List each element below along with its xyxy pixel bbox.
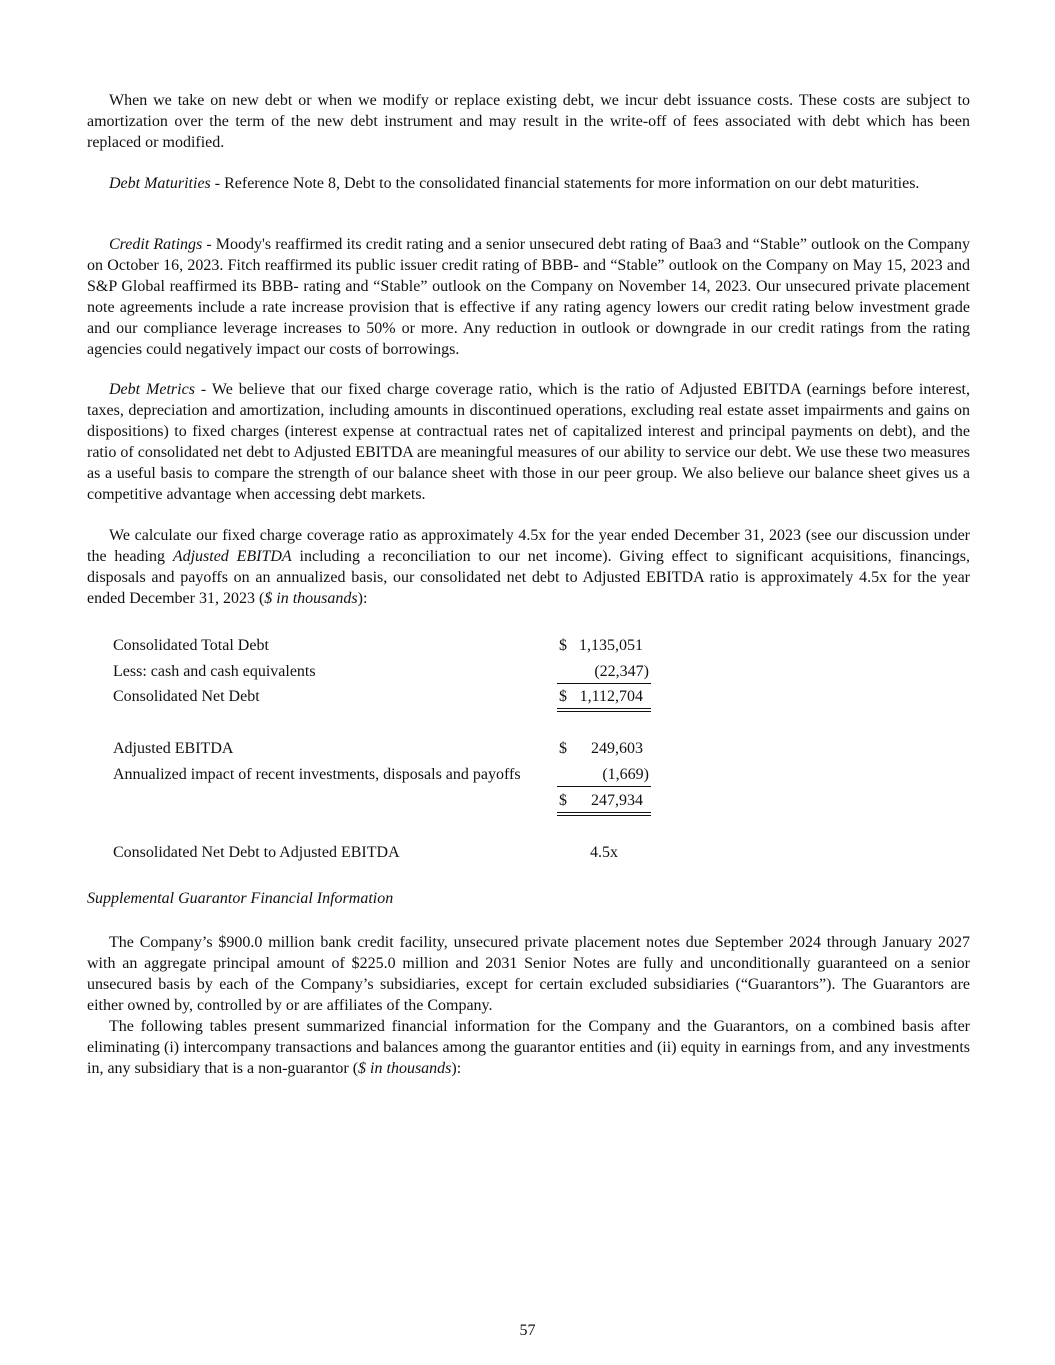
dollar-sign: $	[559, 792, 567, 809]
table-row	[113, 842, 653, 864]
dollar-sign: $	[559, 740, 567, 757]
paragraph-text: - We believe that our fixed charge coverage ratio, which is the ratio of Adjusted EBITDA (earnings before interest, taxes, depreciation and amortization, including amounts in discontinued operations, excluding real estate asset impairments and gains on dispositions) to fixed charges (interest expense at contractual rates net of capitalized interest and principal payments on debt), and the ratio of consolidated net debt to Adjusted EBITDA are meaningful measures of our ability to service our debt. We use these two measures as a useful basis to compare the strength of our balance sheet with those in our peer group. We also believe our balance sheet gives us a competitive advantage when accessing debt markets.	[87, 381, 970, 503]
text: We calculate our fixed charge coverage ratio as approximately 4.5x for the year ended December 31, 2023 (see our discussion under the heading	[87, 527, 970, 565]
row-value: (1,669)	[602, 766, 649, 783]
row-label: Less: cash and cash equivalents	[113, 663, 316, 680]
paragraph-lead: Credit Ratings	[109, 236, 203, 253]
table-row	[113, 635, 653, 657]
row-label: Adjusted EBITDA	[113, 740, 234, 757]
paragraph-text: - Moody's reaffirmed its credit rating and a senior unsecured debt rating of Baa3 and “Stable” outlook on the Company on October 16, 2023. Fitch reaffirmed its public issuer credit rating of BBB- and “Stable” outlook on the Company on May 15, 2023 and S&P Global reaffirmed its BBB- rating and “Stable” outlook on the Company on November 14, 2023. Our unsecured private placement note agreements include a rate increase provision that is effective if any rating agency lowers our credit rating below investment grade and our compliance leverage increases to 50% or more. Any reduction in outlook or downgrade in our credit ratings from the rating agencies could negatively impact our costs of borrowings.	[87, 236, 970, 358]
text: The following tables present summarized financial information for the Company and the Guarantors, on a combined basis after eliminating (i) intercompany transactions and balances among the guarantor entities and (ii) equity in earnings from, and any investments in, any subsidiary that is a non-guarantor (	[87, 1018, 970, 1077]
paragraph-text: When we take on new debt or when we modify or replace existing debt, we incur debt issuance costs. These costs are subject to amortization over the term of the new debt instrument and may result in the write-off of fees associated with debt which has been replaced or modified.	[87, 92, 970, 151]
calculation-paragraph	[87, 525, 970, 609]
guarantor-paragraph	[87, 932, 970, 1016]
row-value: 247,934	[591, 792, 643, 809]
row-value: 1,112,704	[579, 688, 643, 705]
row-label: Annualized impact of recent investments, disposals and payoffs	[113, 766, 521, 783]
dollar-sign: $	[559, 688, 567, 705]
page-number: 57	[519, 1322, 536, 1339]
row-label: Consolidated Total Debt	[113, 637, 269, 654]
text: ):	[357, 590, 368, 607]
table-row	[113, 764, 653, 786]
debt-metrics-paragraph	[87, 379, 970, 505]
section-heading: Supplemental Guarantor Financial Information	[87, 890, 394, 907]
table-row	[113, 661, 653, 683]
text: ):	[451, 1060, 462, 1077]
row-label: Consolidated Net Debt to Adjusted EBITDA	[113, 844, 400, 861]
dollar-sign: $	[559, 637, 567, 654]
paragraph-text: - Reference Note 8, Debt to the consolidated financial statements for more information on our debt maturities.	[210, 175, 920, 192]
tables-intro-paragraph	[87, 1016, 970, 1079]
table-row	[113, 790, 653, 812]
row-value: 4.5x	[590, 844, 618, 861]
row-label: Consolidated Net Debt	[113, 688, 260, 705]
italic-text: $ in thousands	[264, 590, 358, 607]
row-value: 249,603	[591, 740, 643, 757]
row-value: 1,135,051	[579, 637, 643, 654]
debt-issuance-paragraph	[87, 90, 970, 153]
paragraph-lead: Debt Maturities	[109, 175, 211, 192]
table-row	[113, 738, 653, 760]
text: including a reconciliation to our net income). Giving effect to significant acquisitions, financings, disposals and payoffs on an annualized basis, our consolidated net debt to Adjusted EBITDA ratio is approximately 4.5x for the year ended December 31, 2023 (	[87, 548, 971, 607]
paragraph-lead: Debt Metrics	[109, 381, 195, 398]
paragraph-text: The Company’s $900.0 million bank credit facility, unsecured private placement notes due September 2024 through January 2027 with an aggregate principal amount of $225.0 million and 2031 Senior Notes are fully and unconditionally guaranteed on a senior unsecured basis by each of the Company’s subsidiaries, except for certain excluded subsidiaries (“Guarantors”). The Guarantors are either owned by, controlled by or are affiliates of the Company.	[87, 934, 970, 1014]
credit-ratings-paragraph	[87, 234, 970, 360]
italic-text: $ in thousands	[358, 1060, 452, 1077]
italic-text: Adjusted EBITDA	[172, 548, 292, 565]
debt-maturities-paragraph	[87, 173, 970, 194]
row-value: (22,347)	[594, 663, 649, 680]
table-row	[113, 686, 653, 708]
